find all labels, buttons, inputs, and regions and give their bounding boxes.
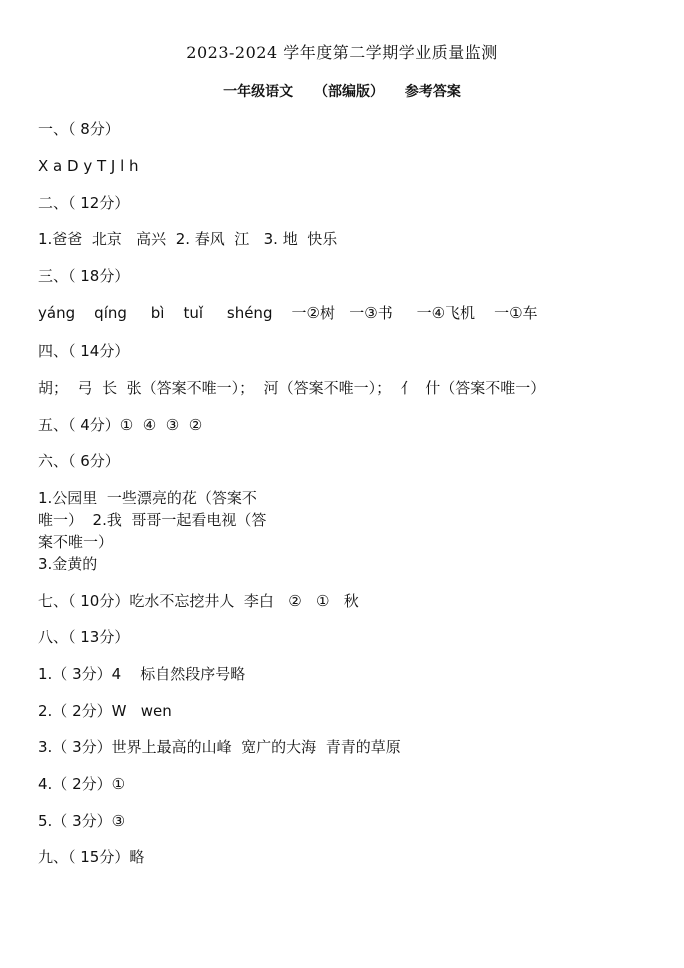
section-6-answer-line: 1.公园里 一些漂亮的花（答案不 [38,489,257,507]
section-6-answer-line: 案不唯一） [38,533,114,551]
edition-label: （部编版） [314,84,384,100]
page-title: 2023-2024 学年度第二学期学业质量监测 [186,43,498,62]
section-9-heading: 九、（ 15分）略 [38,848,145,866]
answer-key-label: 参考答案 [404,84,461,100]
section-8-item: 3.（ 3分）世界上最高的山峰 宽广的大海 青青的草原 [38,738,401,756]
page-subtitle [0,81,684,101]
section-6-heading: 六、（ 6分） [38,452,120,470]
section-6-answer [38,487,298,575]
section-8-item: 5.（ 3分）③ [38,812,126,830]
section-8-heading: 八、（ 13分） [38,628,130,646]
section-2-answer: 1.爸爸 北京 高兴 2. 春风 江 3. 地 快乐 [38,230,338,248]
section-6-answer-line: 3.金黄的 [38,555,98,573]
section-3-heading: 三、（ 18分） [38,267,130,285]
section-8-item: 2.（ 2分）W wen [38,702,172,720]
grade-subject: 一年级语文 [223,84,294,100]
section-3-answer: yáng qíng bì tuǐ shéng 一②树 一③书 一④飞机 一①车 [38,304,538,322]
section-4-answer: 胡； 弓 长 张（答案不唯一）； 河（答案不唯一）； 亻 什（答案不唯一） [38,379,546,397]
section-1-heading: 一、（ 8分） [38,120,120,138]
section-1-answer: X a D y T J l h [38,157,139,175]
section-5-heading: 五、（ 4分）① ④ ③ ② [38,416,203,434]
section-8-item: 1.（ 3分）4 标自然段序号略 [38,665,246,683]
section-7-heading: 七、（ 10分）吃水不忘挖井人 李白 ② ① 秋 [38,592,359,610]
section-4-heading: 四、（ 14分） [38,342,130,360]
section-8-item: 4.（ 2分）① [38,775,126,793]
section-2-heading: 二、（ 12分） [38,194,130,212]
section-6-answer-line: 唯一） 2.我 哥哥一起看电视（答 [38,511,267,529]
